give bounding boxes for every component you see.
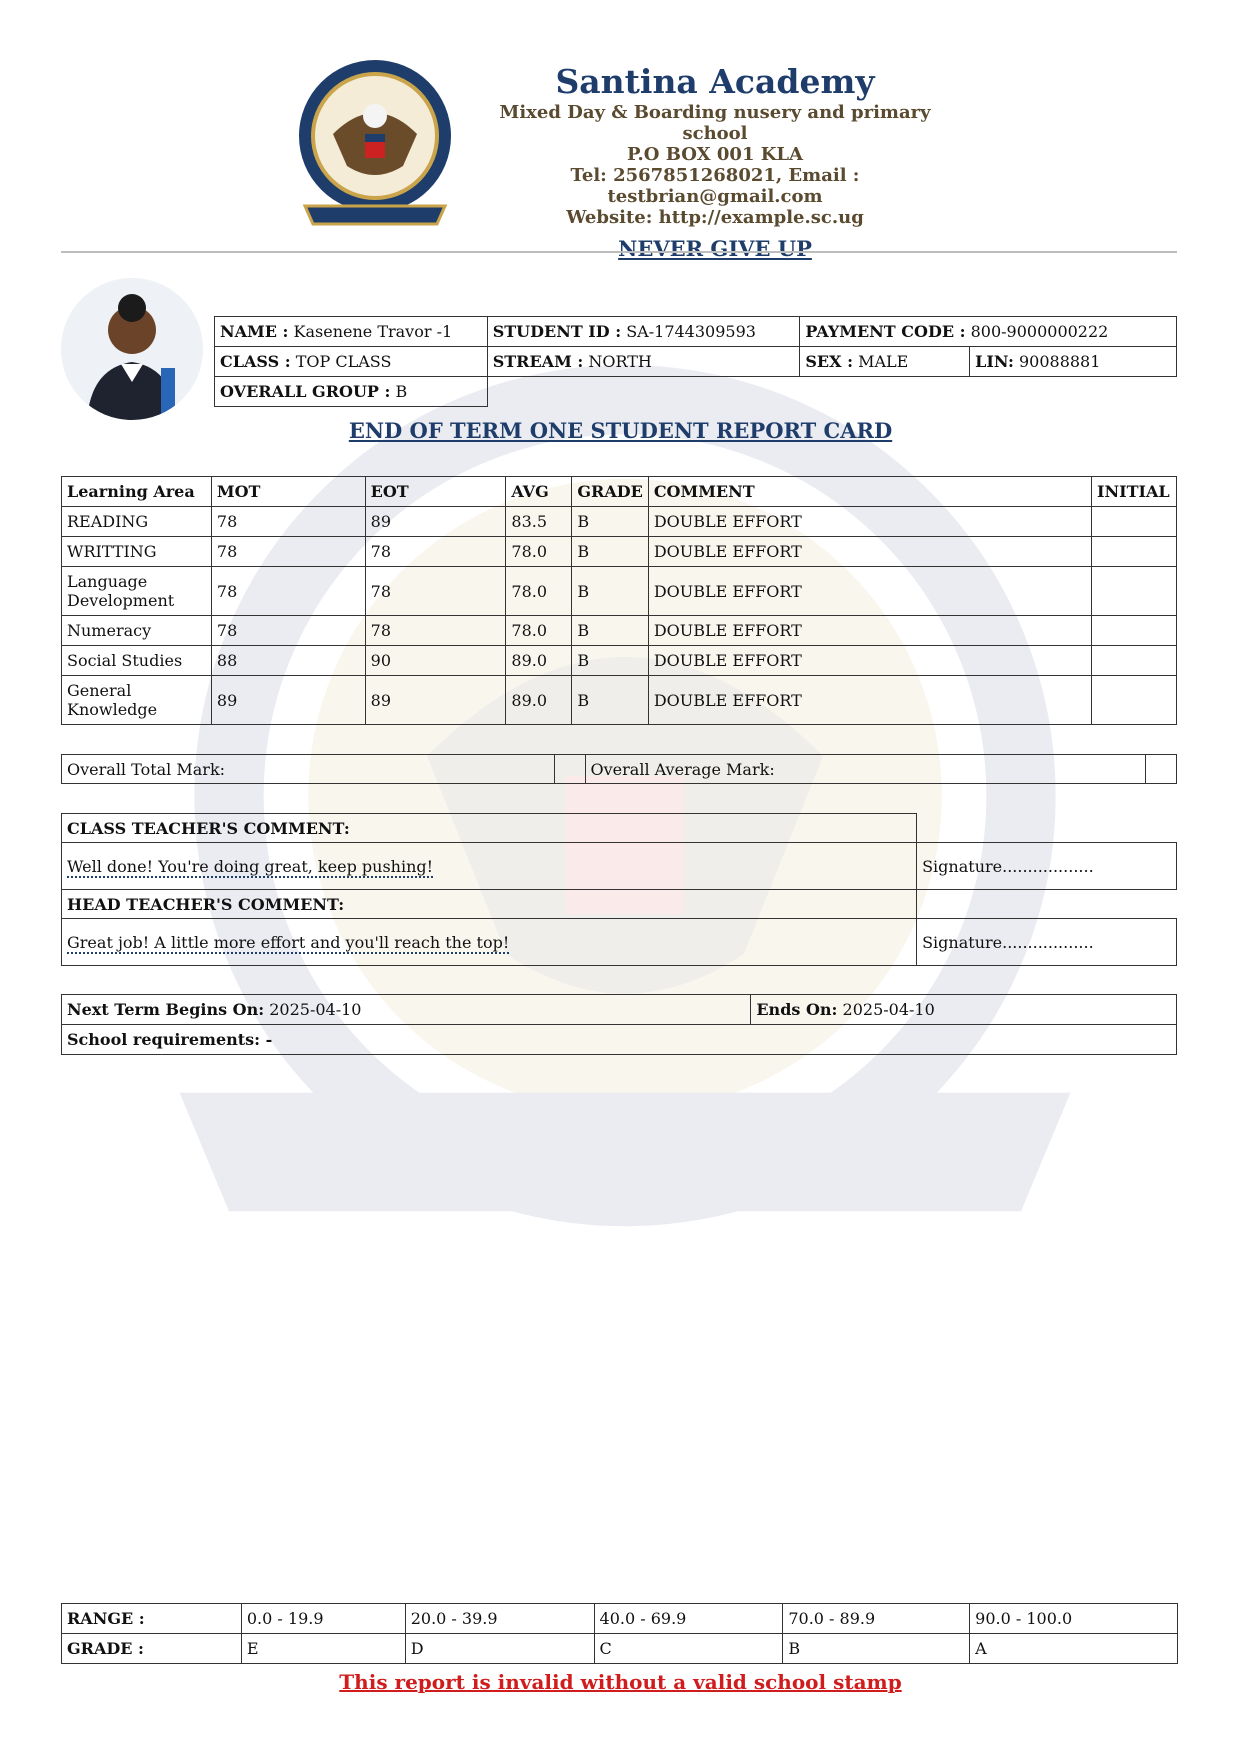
grade-value: C (594, 1634, 783, 1664)
range-value: 90.0 - 100.0 (970, 1604, 1178, 1634)
stream-label: STREAM : (492, 352, 584, 371)
student-id-cell (487, 317, 800, 347)
invalid-notice: This report is invalid without a valid school stamp (339, 1670, 902, 1694)
report-title: END OF TERM ONE STUDENT REPORT CARD (348, 418, 893, 443)
grade-label: GRADE : (62, 1634, 242, 1664)
next-term-begins-label: Next Term Begins On: (67, 1000, 265, 1019)
class-teacher-comment-label: CLASS TEACHER'S COMMENT: (62, 814, 917, 843)
marks-table (61, 476, 1177, 725)
comment: DOUBLE EFFORT (648, 507, 1091, 537)
learning-area: General Knowledge (62, 676, 212, 725)
table-row (62, 616, 1177, 646)
payment-code-label: PAYMENT CODE : (805, 322, 966, 341)
mot-score: 78 (211, 537, 365, 567)
table-row (62, 646, 1177, 676)
student-avatar-icon (61, 278, 203, 420)
comments-table (61, 813, 1177, 966)
avg-score: 89.0 (506, 646, 572, 676)
header-initial: INITIAL (1091, 477, 1176, 507)
group-cell (215, 377, 488, 407)
grade-value: A (970, 1634, 1178, 1664)
grade: B (572, 537, 648, 567)
school-details (470, 62, 960, 261)
head-teacher-comment-cell (62, 919, 917, 966)
report-header (0, 56, 1241, 261)
avg-score: 78.0 (506, 567, 572, 616)
eot-score: 89 (365, 676, 506, 725)
class-label: CLASS : (220, 352, 291, 371)
student-sex: MALE (858, 352, 909, 371)
school-motto: NEVER GIVE UP (618, 236, 812, 261)
comment: DOUBLE EFFORT (648, 676, 1091, 725)
empty-cell (917, 890, 1177, 919)
next-term-begins-date: 2025-04-10 (269, 1000, 362, 1019)
eot-score: 78 (365, 537, 506, 567)
learning-area: Social Studies (62, 646, 212, 676)
totals-table (61, 754, 1177, 784)
student-photo (61, 278, 203, 420)
table-row (62, 676, 1177, 725)
mot-score: 88 (211, 646, 365, 676)
sex-cell (800, 347, 970, 377)
learning-area: READING (62, 507, 212, 537)
student-id-label: STUDENT ID : (492, 322, 622, 341)
overall-average-label: Overall Average Mark: (585, 755, 1145, 784)
comment: DOUBLE EFFORT (648, 646, 1091, 676)
eot-score: 90 (365, 646, 506, 676)
student-name: Kasenene Travor -1 (293, 322, 453, 341)
overall-average-value (1146, 755, 1177, 784)
avg-score: 89.0 (506, 676, 572, 725)
table-row (62, 537, 1177, 567)
header-avg: AVG (506, 477, 572, 507)
grade: B (572, 616, 648, 646)
class-teacher-comment: Well done! You're doing great, keep pushing! (67, 856, 434, 876)
table-row (62, 567, 1177, 616)
avg-score: 78.0 (506, 537, 572, 567)
range-value: 70.0 - 89.9 (783, 1604, 970, 1634)
school-contact: Tel: 2567851268021, Email : testbrian@gmail.com (570, 165, 860, 207)
grade-value: B (783, 1634, 970, 1664)
student-group: B (395, 382, 408, 401)
student-id: SA-1744309593 (626, 322, 756, 341)
mot-score: 78 (211, 507, 365, 537)
lin-cell (970, 347, 1177, 377)
payment-code-cell (800, 317, 1177, 347)
class-teacher-comment-cell (62, 843, 917, 890)
payment-code: 800-9000000222 (970, 322, 1109, 341)
header-mot: MOT (211, 477, 365, 507)
initial (1091, 646, 1176, 676)
head-teacher-comment-label: HEAD TEACHER'S COMMENT: (62, 890, 917, 919)
next-term-begins-cell (62, 995, 751, 1025)
header-grade: GRADE (572, 477, 648, 507)
student-lin: 90088881 (1018, 352, 1101, 371)
school-seal-logo (285, 56, 465, 236)
range-label: RANGE : (62, 1604, 242, 1634)
initial (1091, 616, 1176, 646)
empty-cell (487, 377, 1176, 407)
term-ends-label: Ends On: (756, 1000, 838, 1019)
mot-score: 78 (211, 567, 365, 616)
stream-cell (487, 347, 800, 377)
term-ends-date: 2025-04-10 (842, 1000, 935, 1019)
lin-label: LIN: (975, 352, 1014, 371)
school-tagline: Mixed Day & Boarding nusery and primary school (499, 102, 931, 144)
overall-total-label: Overall Total Mark: (62, 755, 555, 784)
grade: B (572, 646, 648, 676)
grading-scale-table (61, 1603, 1178, 1664)
grade-value: D (405, 1634, 594, 1664)
student-stream: NORTH (588, 352, 652, 371)
initial (1091, 507, 1176, 537)
range-value: 0.0 - 19.9 (241, 1604, 405, 1634)
eot-score: 78 (365, 616, 506, 646)
name-cell (215, 317, 488, 347)
learning-area: Language Development (62, 567, 212, 616)
school-address: P.O BOX 001 KLA (626, 144, 804, 165)
sex-label: SEX : (805, 352, 853, 371)
header-learning-area: Learning Area (62, 477, 212, 507)
initial (1091, 537, 1176, 567)
school-requirements: School requirements: - (62, 1025, 1177, 1055)
comment: DOUBLE EFFORT (648, 567, 1091, 616)
name-label: NAME : (220, 322, 289, 341)
class-cell (215, 347, 488, 377)
class-teacher-signature: Signature.................. (917, 843, 1177, 890)
header-comment: COMMENT (648, 477, 1091, 507)
grade-value: E (241, 1634, 405, 1664)
comment: DOUBLE EFFORT (648, 537, 1091, 567)
learning-area: WRITTING (62, 537, 212, 567)
comment: DOUBLE EFFORT (648, 616, 1091, 646)
student-info-table (214, 316, 1177, 407)
mot-score: 89 (211, 676, 365, 725)
empty-cell (917, 814, 1177, 843)
header-eot: EOT (365, 477, 506, 507)
school-website: Website: http://example.sc.ug (566, 207, 864, 228)
group-label: OVERALL GROUP : (220, 382, 391, 401)
student-class: TOP CLASS (295, 352, 392, 371)
avg-score: 78.0 (506, 616, 572, 646)
head-teacher-signature: Signature.................. (917, 919, 1177, 966)
initial (1091, 676, 1176, 725)
learning-area: Numeracy (62, 616, 212, 646)
eot-score: 78 (365, 567, 506, 616)
school-name: Santina Academy (555, 62, 875, 101)
header-divider (61, 251, 1177, 253)
avg-score: 83.5 (506, 507, 572, 537)
eot-score: 89 (365, 507, 506, 537)
overall-total-value (554, 755, 585, 784)
mot-score: 78 (211, 616, 365, 646)
head-teacher-comment: Great job! A little more effort and you'll reach the top! (67, 932, 510, 952)
table-row (62, 507, 1177, 537)
grade: B (572, 507, 648, 537)
marks-header-row (62, 477, 1177, 507)
term-ends-cell (751, 995, 1177, 1025)
range-value: 20.0 - 39.9 (405, 1604, 594, 1634)
grade: B (572, 676, 648, 725)
term-dates-table (61, 994, 1177, 1055)
initial (1091, 567, 1176, 616)
range-value: 40.0 - 69.9 (594, 1604, 783, 1634)
grade: B (572, 567, 648, 616)
